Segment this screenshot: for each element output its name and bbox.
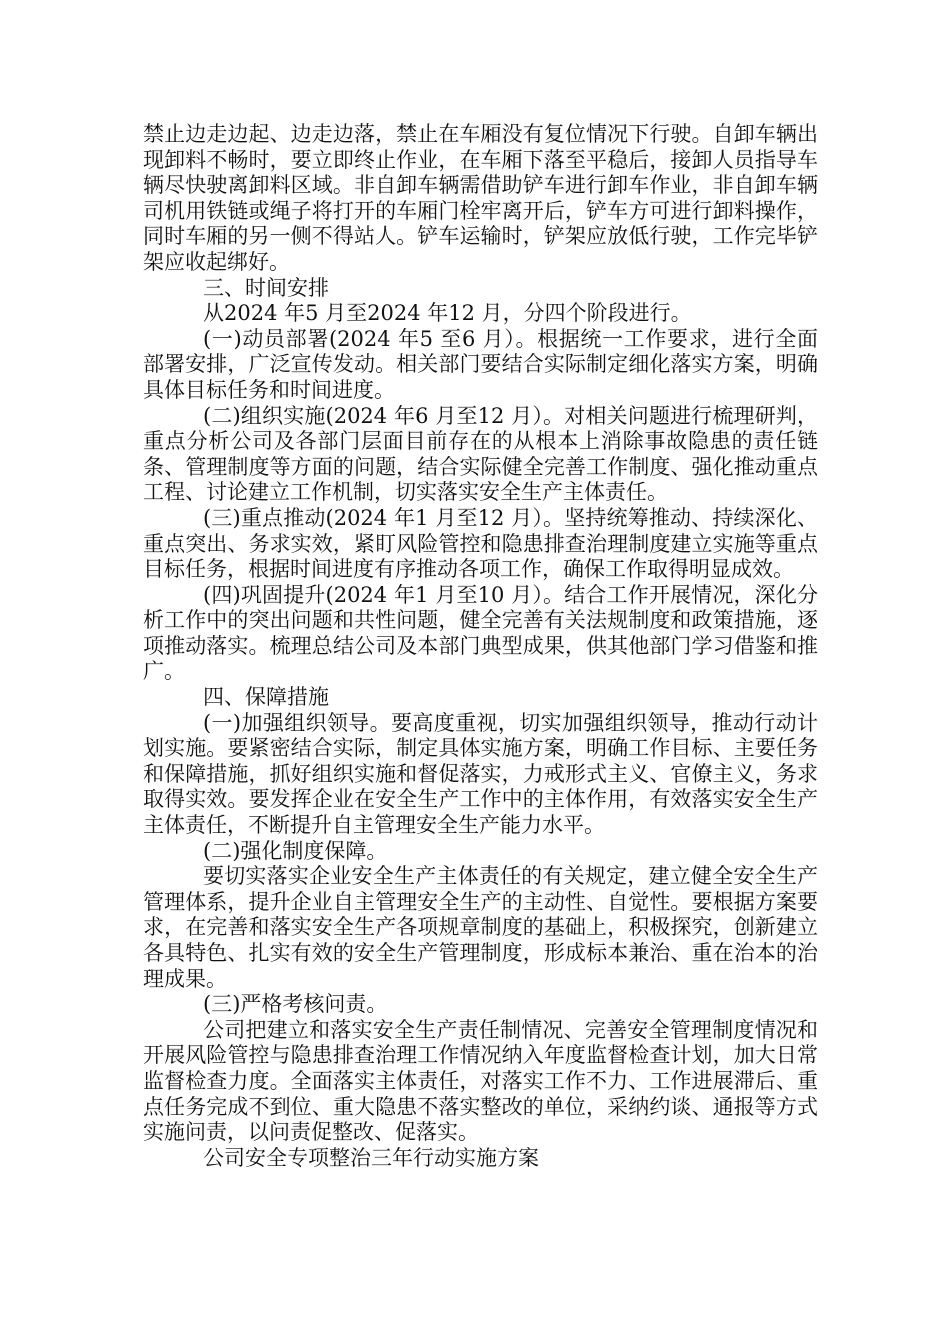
heading-safeguards: 四、保障措施 [203,685,329,710]
subheading-safeguard-3: (三)严格考核问责。 [203,992,388,1017]
paragraph-phase-4: (四)巩固提升(2024 年1 月至10 月）。结合工作开展情况，深化分析工作中的突出问题和共性问题，健全完善有关法规制度和政策措施，逐项推动落实。梳理总结公司及本部门典型成果，供其他部门学习借鉴和推广。 [143,582,818,684]
paragraph-phase-3: (三)重点推动(2024 年1 月至12 月）。坚持统筹推动、持续深化、重点突出、务求实效，紧盯风险管控和隐患排查治理制度建立实施等重点目标任务，根据时间进度有序推动各项工作，确保工作取得明显成效。 [143,505,818,582]
paragraph-unloading-rules: 禁止边走边起、边走边落，禁止在车厢没有复位情况下行驶。自卸车辆出现卸料不畅时，要立即终止作业，在车厢下落至平稳后，接卸人员指导车辆尽快驶离卸料区域。非自卸车辆需借助铲车进行卸车作业，非自卸车辆司机用铁链或绳子将打开的车厢门栓牢离开后，铲车方可进行卸料操作，同时车厢的另一侧不得站人。铲车运输时，铲架应放低行驶，工作完毕铲架应收起绑好。 [143,122,818,274]
paragraph-safeguard-1: (一)加强组织领导。要高度重视，切实加强组织领导，推动行动计划实施。要紧密结合实际，制定具体实施方案，明确工作目标、主要任务和保障措施，抓好组织实施和督促落实，力戒形式主义、官僚主义，务求取得实效。要发挥企业在安全生产工作中的主体作用，有效落实安全生产主体责任，不断提升自主管理安全生产能力水平。 [143,710,818,838]
paragraph-safeguard-2: 要切实落实企业安全生产主体责任的有关规定，建立健全安全生产管理体系，提升企业自主管理安全生产的主动性、自觉性。要根据方案要求，在完善和落实安全生产各项规章制度的基础上，积极探究，创新建立各具特色、扎实有效的安全生产管理制度，形成标本兼治、重在治本的治理成果。 [143,864,818,991]
paragraph-schedule-overview: 从2024 年5 月至2024 年12 月，分四个阶段进行。 [203,301,692,326]
document-body [143,122,818,1171]
subheading-safeguard-2: (二)强化制度保障。 [203,838,388,863]
heading-schedule: 三、时间安排 [203,275,329,300]
paragraph-phase-2: (二)组织实施(2024 年6 月至12 月）。对相关问题进行梳理研判，重点分析公司及各部门层面目前存在的从根本上消除事故隐患的责任链条、管理制度等方面的问题，结合实际健全完善工作制度、强化推动重点工程、讨论建立工作机制，切实落实安全生产主体责任。 [143,403,818,505]
paragraph-phase-1: (一)动员部署(2024 年5 至6 月）。根据统一工作要求，进行全面部署安排，广泛宣传发动。相关部门要结合实际制定细化落实方案，明确具体目标任务和时间进度。 [143,326,818,402]
document-footer-title: 公司安全专项整治三年行动实施方案 [203,1145,539,1170]
paragraph-safeguard-3: 公司把建立和落实安全生产责任制情况、完善安全管理制度情况和开展风险管控与隐患排查治理工作情况纳入年度监督检查计划，加大日常监督检查力度。全面落实主体责任，对落实工作不力、工作进展滞后、重点任务完成不到位、重大隐患不落实整改的单位，采纳约谈、通报等方式实施问责，以问责促整改、促落实。 [143,1017,818,1145]
